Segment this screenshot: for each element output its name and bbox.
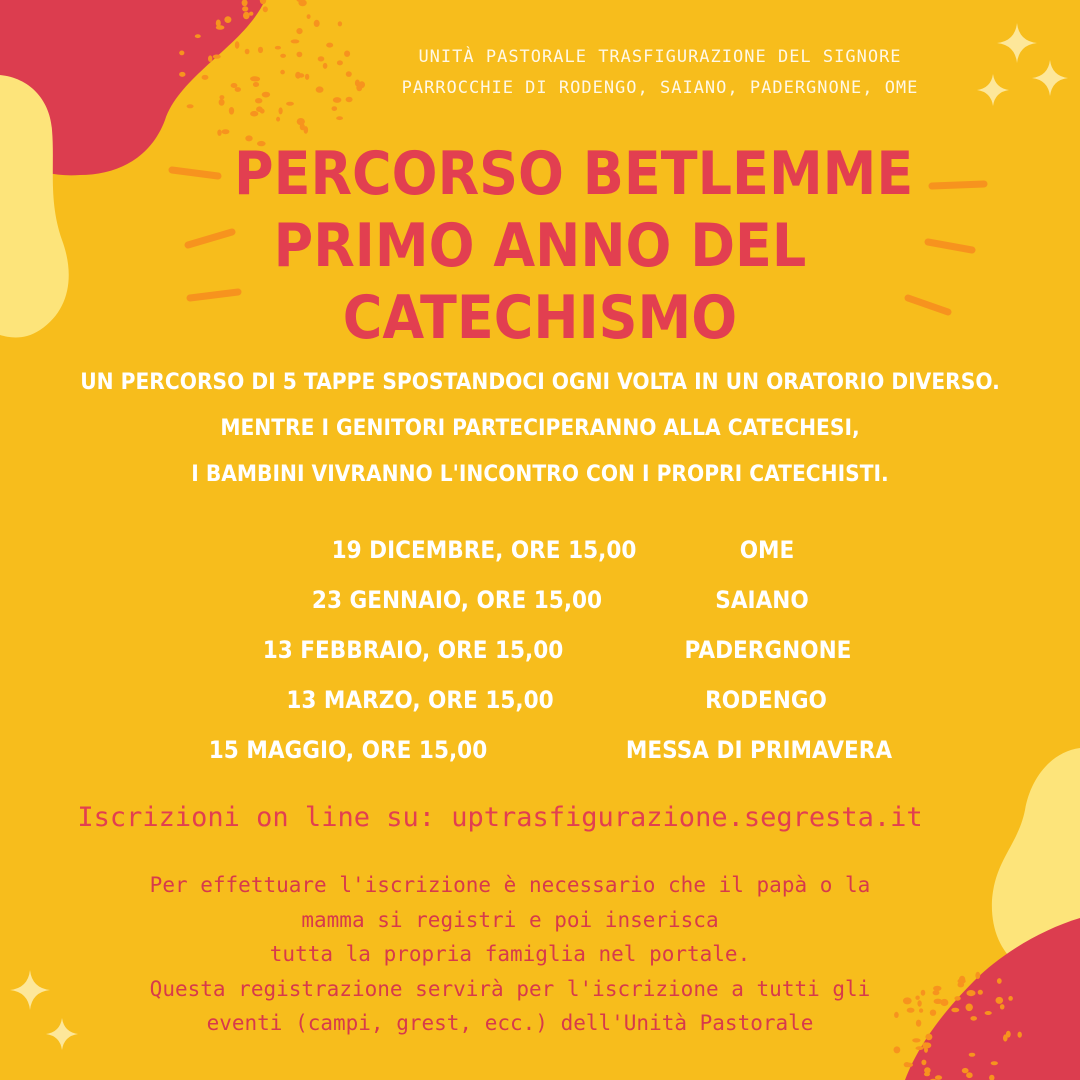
dot xyxy=(250,111,258,117)
dot xyxy=(256,106,263,112)
dot xyxy=(255,98,262,103)
dot xyxy=(235,41,240,48)
dot xyxy=(280,70,285,75)
enroll-link-text: Iscrizioni on line su: uptrasfigurazione.segresta.it xyxy=(77,802,923,833)
dot xyxy=(336,116,343,120)
schedule-place: RODENGO xyxy=(705,686,827,714)
dot xyxy=(179,72,185,77)
dot xyxy=(219,95,224,99)
footer-line: tutta la propria famiglia nel portale. xyxy=(269,942,751,966)
dot xyxy=(1000,1004,1005,1009)
dot xyxy=(996,997,1004,1004)
header xyxy=(300,42,1020,104)
dot xyxy=(969,1053,976,1057)
dot xyxy=(916,1046,924,1050)
dot xyxy=(263,6,268,12)
footer-line: mamma si registri e poi inserisca xyxy=(301,907,719,932)
header-line-1: UNITÀ PASTORALE TRASFIGURAZIONE DEL SIGNORE xyxy=(418,47,902,67)
dot xyxy=(280,54,286,58)
dot xyxy=(252,77,260,82)
dot xyxy=(195,34,201,38)
dot xyxy=(187,104,194,108)
sunburst-dash-left xyxy=(172,170,238,298)
dot xyxy=(243,12,250,19)
dot xyxy=(249,12,253,16)
dot xyxy=(991,1061,998,1065)
dot xyxy=(202,75,209,80)
intro-line: UN PERCORSO DI 5 TAPPE SPOSTANDOCI OGNI VOLTA IN UN ORATORIO DIVERSO. xyxy=(80,370,1000,395)
dot xyxy=(905,1063,913,1068)
footer-note xyxy=(30,868,990,1041)
dot xyxy=(216,20,221,27)
schedule-date: 15 MAGGIO, ORE 15,00 xyxy=(208,736,488,764)
dot xyxy=(235,87,241,92)
schedule-place: SAIANO xyxy=(715,586,809,614)
dot xyxy=(208,55,212,62)
dot xyxy=(253,82,259,87)
schedule-date: 19 DICEMBRE, ORE 15,00 xyxy=(331,536,637,564)
dot xyxy=(297,118,305,125)
dot xyxy=(997,978,1002,984)
dot xyxy=(222,129,230,134)
intro-line: I BAMBINI VIVRANNO L'INCONTRO CON I PROPRI CATECHISTI. xyxy=(191,462,889,487)
dot xyxy=(279,107,283,114)
sunburst-dash-right xyxy=(908,184,984,312)
footer-line: Questa registrazione servirà per l'iscrizione a tutti gli xyxy=(149,976,871,1001)
schedule-date: 13 FEBBRAIO, ORE 15,00 xyxy=(262,636,564,664)
dot xyxy=(262,92,270,98)
dot xyxy=(332,106,338,111)
footer-line: Per effettuare l'iscrizione è necessario che il papà o la xyxy=(149,873,871,897)
dot xyxy=(1006,1031,1011,1038)
sparkle-icon xyxy=(1032,60,1068,96)
dot xyxy=(242,6,248,11)
dot xyxy=(229,107,234,115)
dot xyxy=(966,1072,973,1078)
dot xyxy=(231,83,238,88)
dot xyxy=(314,20,320,27)
footer-line: eventi (campi, grest, ecc.) dell'Unità Pastorale xyxy=(206,1011,814,1035)
header-line-2: PARROCCHIE DI RODENGO, SAIANO, PADERGNONE, OME xyxy=(401,78,919,98)
schedule-place: OME xyxy=(739,536,795,564)
dot xyxy=(307,14,311,19)
intro-text xyxy=(62,360,1019,498)
dot xyxy=(276,117,280,122)
title-line: PERCORSO BETLEMME xyxy=(234,139,914,209)
dot xyxy=(921,1060,926,1066)
page-title xyxy=(234,138,914,354)
dot xyxy=(1018,1032,1022,1038)
dot xyxy=(338,21,342,26)
dot xyxy=(924,1067,931,1073)
schedule-place: PADERGNONE xyxy=(684,636,852,664)
schedule xyxy=(0,530,1080,770)
title-line: CATECHISMO xyxy=(342,283,738,353)
dot xyxy=(962,1068,969,1073)
dot xyxy=(213,55,221,59)
dot xyxy=(286,102,294,106)
dot xyxy=(894,1046,901,1053)
dot xyxy=(179,51,184,56)
dot xyxy=(217,130,221,136)
dot xyxy=(258,47,263,53)
dot xyxy=(1008,996,1013,1001)
dot xyxy=(275,46,281,50)
schedule-date: 23 GENNAIO, ORE 15,00 xyxy=(311,586,603,614)
schedule-date: 13 MARZO, ORE 15,00 xyxy=(286,686,554,714)
title-line: PRIMO ANNO DEL xyxy=(273,211,807,281)
dot xyxy=(224,16,231,23)
dot xyxy=(935,1075,942,1080)
intro-line: MENTRE I GENITORI PARTECIPERANNO ALLA CATECHESI, xyxy=(220,416,860,441)
schedule-place: MESSA DI PRIMAVERA xyxy=(625,736,893,764)
dot xyxy=(245,49,250,55)
dot xyxy=(296,28,302,34)
dot xyxy=(219,99,225,106)
dot xyxy=(291,39,300,43)
